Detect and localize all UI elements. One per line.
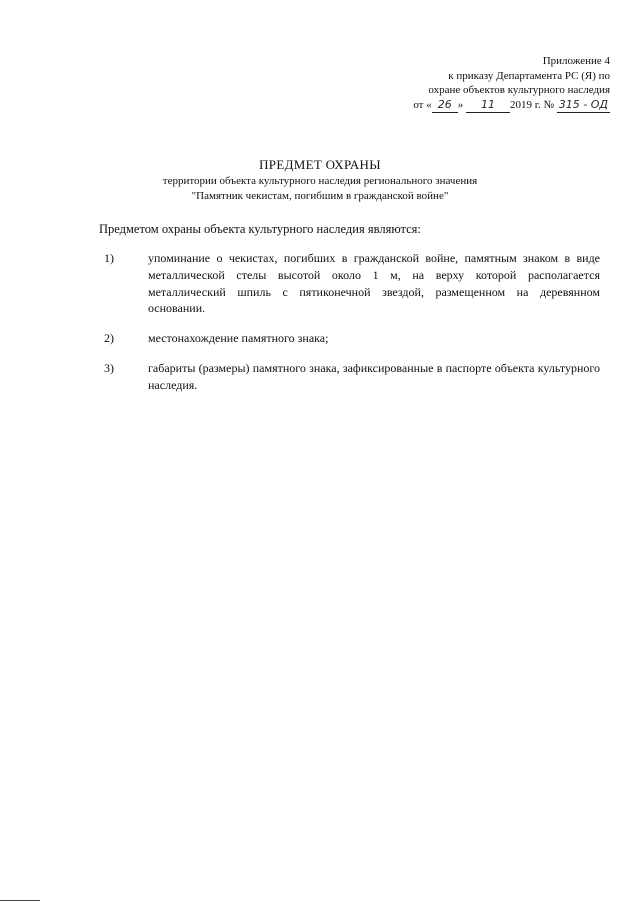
document-header: [350, 54, 610, 113]
order-date-line: [350, 98, 610, 114]
item-text: упоминание о чекистах, погибших в гражданской войне, памятным знаком в виде металлической стелы высотой около 1 м, на верху которой располагается металлический шпиль с пятиконечной звездой, размещенном на деревянном основании.: [148, 251, 600, 316]
list-item: [104, 330, 600, 347]
subtitle-line-2: "Памятник чекистам, погибшим в гражданской войне": [191, 190, 449, 202]
item-number: 2): [104, 331, 114, 346]
date-mid: »: [457, 98, 464, 111]
intro-text: Предметом охраны объекта культурного наследия являются:: [99, 222, 421, 236]
item-text: габариты (размеры) памятного знака, зафиксированные в паспорте объекта культурного наследия.: [148, 360, 600, 392]
subtitle-line-1: территории объекта культурного наследия регионального значения: [162, 175, 478, 187]
appendix-label: Приложение 4: [542, 55, 610, 67]
order-reference: к приказу Департамента РС (Я) по: [448, 69, 610, 82]
handwritten-day: 26: [432, 98, 458, 114]
department-reference: охране объектов культурного наследия: [428, 84, 610, 96]
list-item: [104, 250, 600, 317]
protection-items-list: [104, 250, 600, 407]
item-text: местонахождение памятного знака;: [148, 331, 329, 346]
page-title: ПРЕДМЕТ ОХРАНЫ: [259, 157, 381, 172]
handwritten-month: 11: [466, 98, 510, 114]
list-item: [104, 360, 600, 394]
footer-divider: [0, 900, 40, 901]
date-prefix: от «: [413, 98, 432, 111]
handwritten-order-number: 315 - ОД: [557, 98, 610, 114]
title-block: [0, 156, 640, 204]
item-number: 3): [104, 360, 114, 375]
year-text: 2019 г. №: [510, 98, 555, 111]
item-number: 1): [104, 251, 114, 265]
